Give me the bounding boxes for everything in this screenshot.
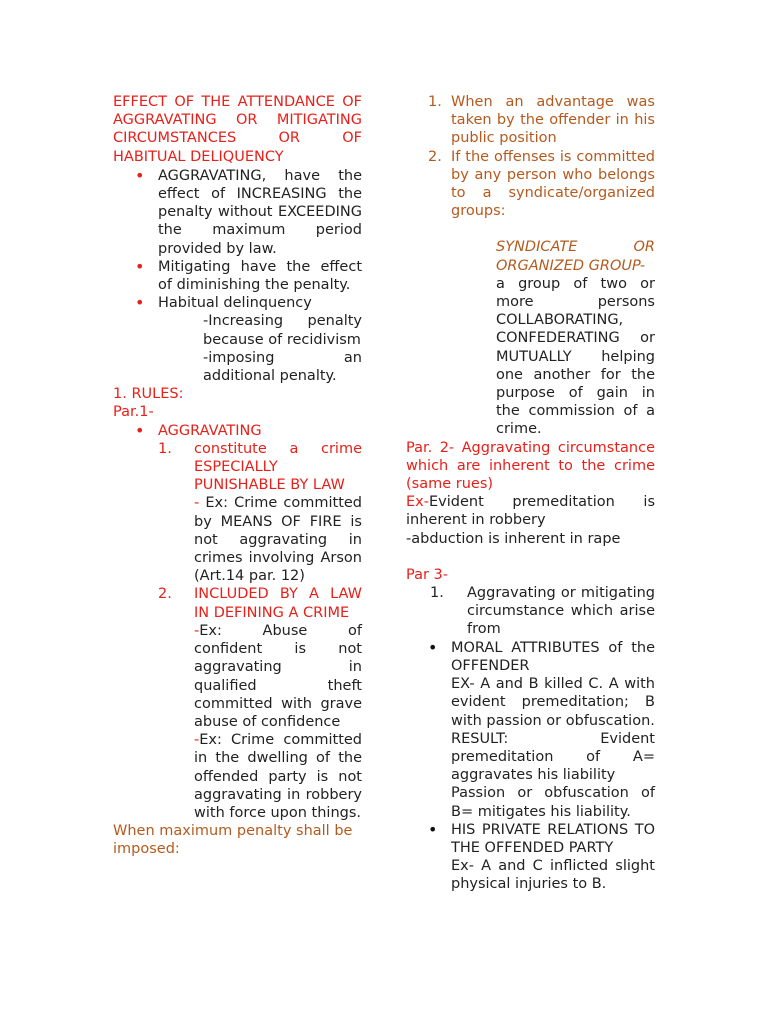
moral-passion: Passion or obfuscation of B= mitigates his liability. (451, 785, 655, 820)
private-example: Ex- A and C inflicted slight physical injuries to B. (451, 858, 655, 893)
bullet-aggravating-rule (113, 422, 362, 440)
bullet-icon: • (135, 293, 145, 313)
rule-item-2 (113, 585, 362, 822)
par3-item-1-text: Aggravating or mitigating circumstance which arise from (467, 585, 655, 638)
rule-item-1-example (194, 494, 362, 585)
rule-item-2-dash-1: - (194, 622, 200, 639)
bullet-icon: • (135, 165, 145, 185)
par2-example-text: Evident premeditation is inherent in robbery (406, 494, 655, 529)
bullet-icon: • (428, 637, 438, 657)
bullet-aggravating-text: AGGRAVATING, have the effect of INCREASING the penalty without EXCEEDING the maximum period provided by law. (158, 167, 362, 257)
moral-result: RESULT: Evident premeditation of A= aggravates his liability (451, 730, 655, 784)
par2-example (406, 493, 655, 529)
left-column (113, 93, 362, 859)
rule-item-1-title: constitute a crime ESPECIALLY PUNISHABLE BY LAW (194, 440, 362, 494)
spacer (406, 220, 655, 238)
par2-heading: Par. 2- Aggravating circumstance which are inherent to the crime (same rues) (406, 439, 655, 493)
abduction-line: -abduction is inherent in rape (406, 530, 621, 547)
moral-title: MORAL ATTRIBUTES of the OFFENDER (451, 639, 655, 674)
bullet-moral-attributes (406, 639, 655, 821)
rule-item-2-title: INCLUDED BY A LAW IN DEFINING A CRIME (194, 586, 362, 621)
rules-heading: 1. RULES: (113, 386, 184, 403)
par3-item-1 (406, 584, 655, 639)
right-column (406, 93, 655, 894)
max-penalty-heading: When maximum penalty shall be imposed: (113, 823, 353, 858)
spacer (406, 548, 655, 566)
moral-example: EX- A and B killed C. A with evident premeditation; B with passion or obfuscation. (451, 676, 655, 729)
advantage-item-2 (406, 148, 655, 221)
rule-item-2-example-1 (194, 622, 362, 731)
habitual-detail-2: -imposing an additional penalty. (203, 349, 362, 385)
advantage-item-1-number: 1. (428, 94, 442, 110)
rule-item-2-dash-2: - (194, 732, 200, 749)
advantage-item-2-number: 2. (428, 148, 442, 165)
rule-item-1-dash: - (194, 495, 200, 512)
rule-item-1-example-text: Ex: Crime committed by MEANS OF FIRE is not aggravating in crimes involving Arson (Art.14 par. 12) (194, 495, 362, 585)
rule-item-1-number: 1. (158, 440, 172, 457)
syndicate-definition (406, 238, 655, 438)
advantage-item-1-text: When an advantage was taken by the offender in his public position (451, 94, 655, 147)
rule-item-1 (113, 440, 362, 586)
private-title: HIS PRIVATE RELATIONS TO THE OFFENDED PARTY (451, 821, 655, 856)
bullet-private-relations (406, 821, 655, 894)
rule-item-2-number: 2. (158, 586, 172, 603)
aggravating-label: AGGRAVATING (158, 422, 262, 439)
bullet-aggravating (113, 167, 362, 258)
par3-item-1-number: 1. (430, 585, 444, 602)
habitual-detail-1: -Increasing penalty because of recidivism (203, 313, 362, 348)
par1-heading: Par.1- (113, 404, 154, 421)
syndicate-title: SYNDICATE OR ORGANIZED GROUP- (496, 239, 655, 274)
syndicate-body: a group of two or more persons COLLABORATING, CONFEDERATING or MUTUALLY helping one another for the purpose of gain in the commission of a crime. (496, 275, 655, 438)
par3-heading: Par 3- (406, 566, 449, 583)
rule-item-2-example-2-text: Ex: Crime committed in the dwelling of the offended party is not aggravating in robbery with force upon things. (194, 732, 362, 821)
bullet-mitigating (113, 258, 362, 294)
advantage-item-1 (406, 93, 655, 148)
bullet-mitigating-text: Mitigating have the effect of diminishing the penalty. (158, 258, 362, 294)
bullet-habitual-text: Habitual delinquency (158, 295, 312, 312)
bullet-habitual (113, 294, 362, 312)
par2-example-prefix: Ex- (406, 494, 429, 511)
bullet-icon: • (135, 256, 145, 276)
bullet-icon: • (135, 420, 145, 440)
bullet-icon: • (428, 819, 438, 839)
advantage-item-2-text: If the offenses is committed by any person who belongs to a syndicate/organized groups: (451, 148, 655, 220)
rule-item-2-example-2 (194, 731, 362, 822)
section-heading: EFFECT OF THE ATTENDANCE OF AGGRAVATING OR MITIGATING CIRCUMSTANCES OR OF HABITUAL DELIQUENCY (113, 94, 362, 165)
rule-item-2-example-1-text: Ex: Abuse of confident is not aggravating in qualified theft committed with grave abuse of confidence (194, 622, 362, 730)
